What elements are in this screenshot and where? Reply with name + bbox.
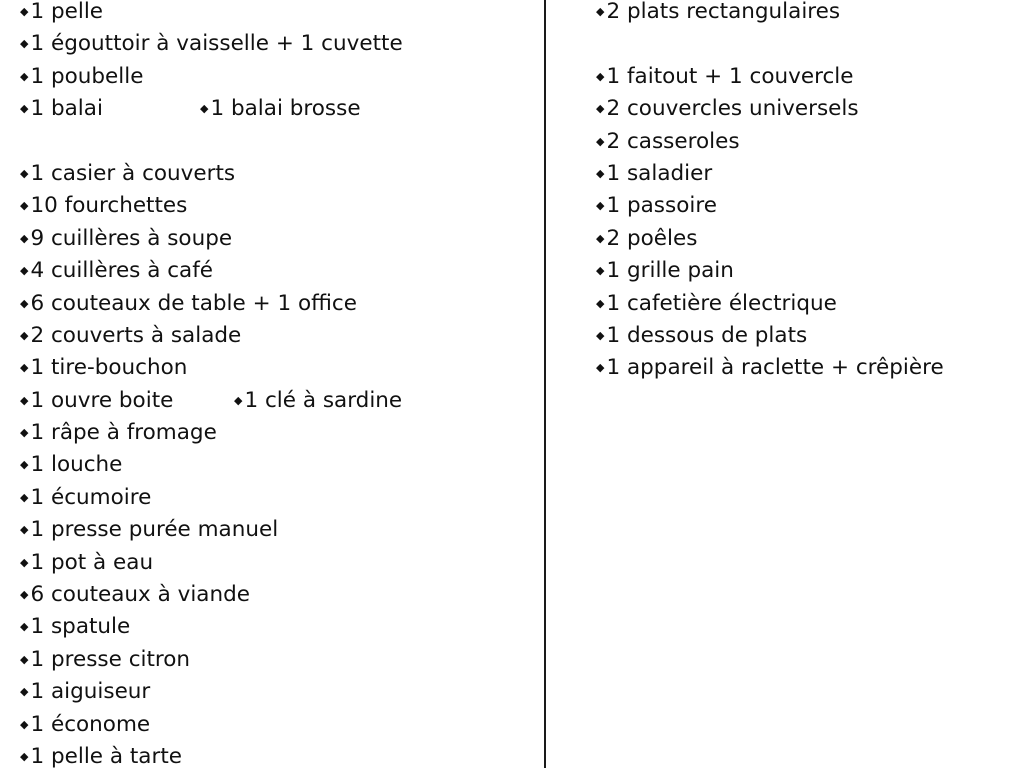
list-item: [596, 255, 734, 287]
column-divider: [544, 0, 546, 768]
list-item: [20, 93, 103, 125]
bullet-icon: ◆: [20, 717, 29, 731]
list-item: [596, 126, 740, 158]
list-line: [596, 61, 944, 93]
list-line: [20, 223, 403, 255]
list-line: [20, 385, 403, 417]
list-item: [20, 417, 217, 449]
bullet-icon: ◆: [20, 231, 29, 245]
list-item: [20, 190, 187, 222]
item-text: 10 fourchettes: [30, 193, 188, 219]
list-line: [596, 158, 944, 190]
item-text: 2 couverts à salade: [30, 322, 242, 348]
bullet-icon: ◆: [20, 458, 29, 472]
list-item: [596, 288, 837, 320]
list-line: [20, 93, 403, 125]
bullet-icon: ◆: [200, 102, 209, 116]
list-item: [20, 385, 173, 417]
list-item: [20, 482, 151, 514]
list-line: [596, 223, 944, 255]
item-text: 2 poêles: [606, 225, 698, 251]
list-line: [20, 514, 403, 546]
bullet-icon: ◆: [596, 102, 605, 116]
bullet-icon: ◆: [596, 69, 605, 83]
bullet-icon: ◆: [20, 361, 29, 375]
list-line: [20, 158, 403, 190]
list-item: [20, 579, 250, 611]
list-item: [20, 61, 143, 93]
list-line: [596, 352, 944, 384]
list-line: [20, 0, 403, 28]
list-item: [20, 644, 190, 676]
list-line: [20, 709, 403, 741]
bullet-icon: ◆: [20, 199, 29, 213]
item-text: 1 balai brosse: [210, 96, 361, 122]
item-text: 1 ouvre boite: [30, 387, 174, 413]
item-text: 2 casseroles: [606, 128, 740, 154]
list-line: [596, 190, 944, 222]
list-line: [596, 93, 944, 125]
list-line: [20, 352, 403, 384]
item-text: 2 plats rectangulaires: [606, 0, 841, 24]
list-item: [20, 320, 241, 352]
bullet-icon: ◆: [20, 555, 29, 569]
list-item: [596, 93, 859, 125]
list-item: [20, 352, 187, 384]
list-line: [596, 0, 944, 28]
list-item: [234, 385, 402, 417]
item-text: 1 économe: [30, 711, 151, 737]
item-text: 1 cafetière électrique: [606, 290, 837, 316]
list-line: [20, 417, 403, 449]
right-column: [596, 0, 944, 385]
item-text: 4 cuillères à café: [30, 258, 214, 284]
list-item: [20, 28, 403, 60]
item-text: 6 couteaux à viande: [30, 582, 250, 608]
list-item: [596, 190, 717, 222]
list-line: [20, 547, 403, 579]
list-item: [596, 223, 697, 255]
list-line: [20, 611, 403, 643]
item-text: 1 grille pain: [606, 258, 734, 284]
bullet-icon: ◆: [596, 199, 605, 213]
bullet-icon: ◆: [596, 296, 605, 310]
item-text: 1 tire-bouchon: [30, 355, 188, 381]
blank-line: [596, 28, 944, 60]
list-item: [20, 0, 103, 28]
bullet-icon: ◆: [20, 426, 29, 440]
item-text: 1 égouttoir à vaisselle + 1 cuvette: [30, 31, 403, 57]
item-text: 1 casier à couverts: [30, 160, 236, 186]
list-item: [20, 547, 153, 579]
bullet-icon: ◆: [596, 264, 605, 278]
list-line: [596, 288, 944, 320]
item-text: 1 dessous de plats: [606, 322, 808, 348]
list-item: [20, 255, 213, 287]
bullet-icon: ◆: [596, 5, 605, 18]
left-column: [20, 0, 403, 773]
list-line: [20, 676, 403, 708]
item-text: 1 presse citron: [30, 646, 191, 672]
item-text: 1 râpe à fromage: [30, 420, 217, 446]
item-text: 1 presse purée manuel: [30, 517, 279, 543]
item-text: 1 balai: [30, 96, 103, 122]
list-line: [20, 741, 403, 773]
bullet-icon: ◆: [20, 685, 29, 699]
item-text: 1 spatule: [30, 614, 131, 640]
bullet-icon: ◆: [596, 166, 605, 180]
item-text: 1 pelle à tarte: [30, 743, 182, 769]
list-item: [20, 611, 130, 643]
bullet-icon: ◆: [20, 166, 29, 180]
bullet-icon: ◆: [20, 264, 29, 278]
list-line: [20, 320, 403, 352]
list-line: [20, 28, 403, 60]
bullet-icon: ◆: [596, 328, 605, 342]
bullet-icon: ◆: [20, 328, 29, 342]
bullet-icon: ◆: [20, 102, 29, 116]
bullet-icon: ◆: [234, 393, 243, 407]
list-item: [596, 352, 944, 384]
list-item: [20, 223, 232, 255]
item-text: 6 couteaux de table + 1 office: [30, 290, 357, 316]
list-item: [20, 514, 278, 546]
bullet-icon: ◆: [596, 231, 605, 245]
item-text: 1 passoire: [606, 193, 717, 219]
bullet-icon: ◆: [20, 620, 29, 634]
list-item: [20, 449, 122, 481]
item-text: 1 faitout + 1 couvercle: [606, 63, 854, 89]
list-line: [20, 579, 403, 611]
bullet-icon: ◆: [20, 393, 29, 407]
list-line: [596, 126, 944, 158]
bullet-icon: ◆: [20, 523, 29, 537]
bullet-icon: ◆: [596, 134, 605, 148]
list-line: [20, 190, 403, 222]
bullet-icon: ◆: [20, 37, 29, 51]
list-item: [596, 320, 807, 352]
bullet-icon: ◆: [596, 361, 605, 375]
item-text: 1 clé à sardine: [244, 387, 403, 413]
list-item: [20, 288, 357, 320]
bullet-icon: ◆: [20, 588, 29, 602]
item-text: 1 pelle: [30, 0, 104, 24]
item-text: 1 appareil à raclette + crêpière: [606, 355, 944, 381]
item-text: 1 louche: [30, 452, 123, 478]
list-item: [20, 158, 235, 190]
bullet-icon: ◆: [20, 296, 29, 310]
list-line: [20, 61, 403, 93]
list-item: [596, 158, 712, 190]
list-item: [20, 741, 182, 773]
list-line: [596, 320, 944, 352]
list-line: [20, 644, 403, 676]
item-text: 1 poubelle: [30, 63, 144, 89]
item-text: 1 pot à eau: [30, 549, 154, 575]
bullet-icon: ◆: [20, 5, 29, 18]
list-item: [596, 61, 853, 93]
item-text: 1 écumoire: [30, 484, 152, 510]
list-item: [200, 93, 361, 125]
item-text: 2 couvercles universels: [606, 96, 859, 122]
list-item: [20, 709, 150, 741]
list-line: [20, 449, 403, 481]
item-text: 1 saladier: [606, 160, 713, 186]
bullet-icon: ◆: [20, 69, 29, 83]
bullet-icon: ◆: [20, 749, 29, 763]
list-item: [596, 0, 840, 28]
list-line: [20, 255, 403, 287]
list-line: [596, 255, 944, 287]
bullet-icon: ◆: [20, 490, 29, 504]
item-text: 1 aiguiseur: [30, 679, 151, 705]
list-line: [20, 482, 403, 514]
blank-line: [20, 126, 403, 158]
bullet-icon: ◆: [20, 652, 29, 666]
list-line: [20, 288, 403, 320]
list-item: [20, 676, 150, 708]
item-text: 9 cuillères à soupe: [30, 225, 233, 251]
